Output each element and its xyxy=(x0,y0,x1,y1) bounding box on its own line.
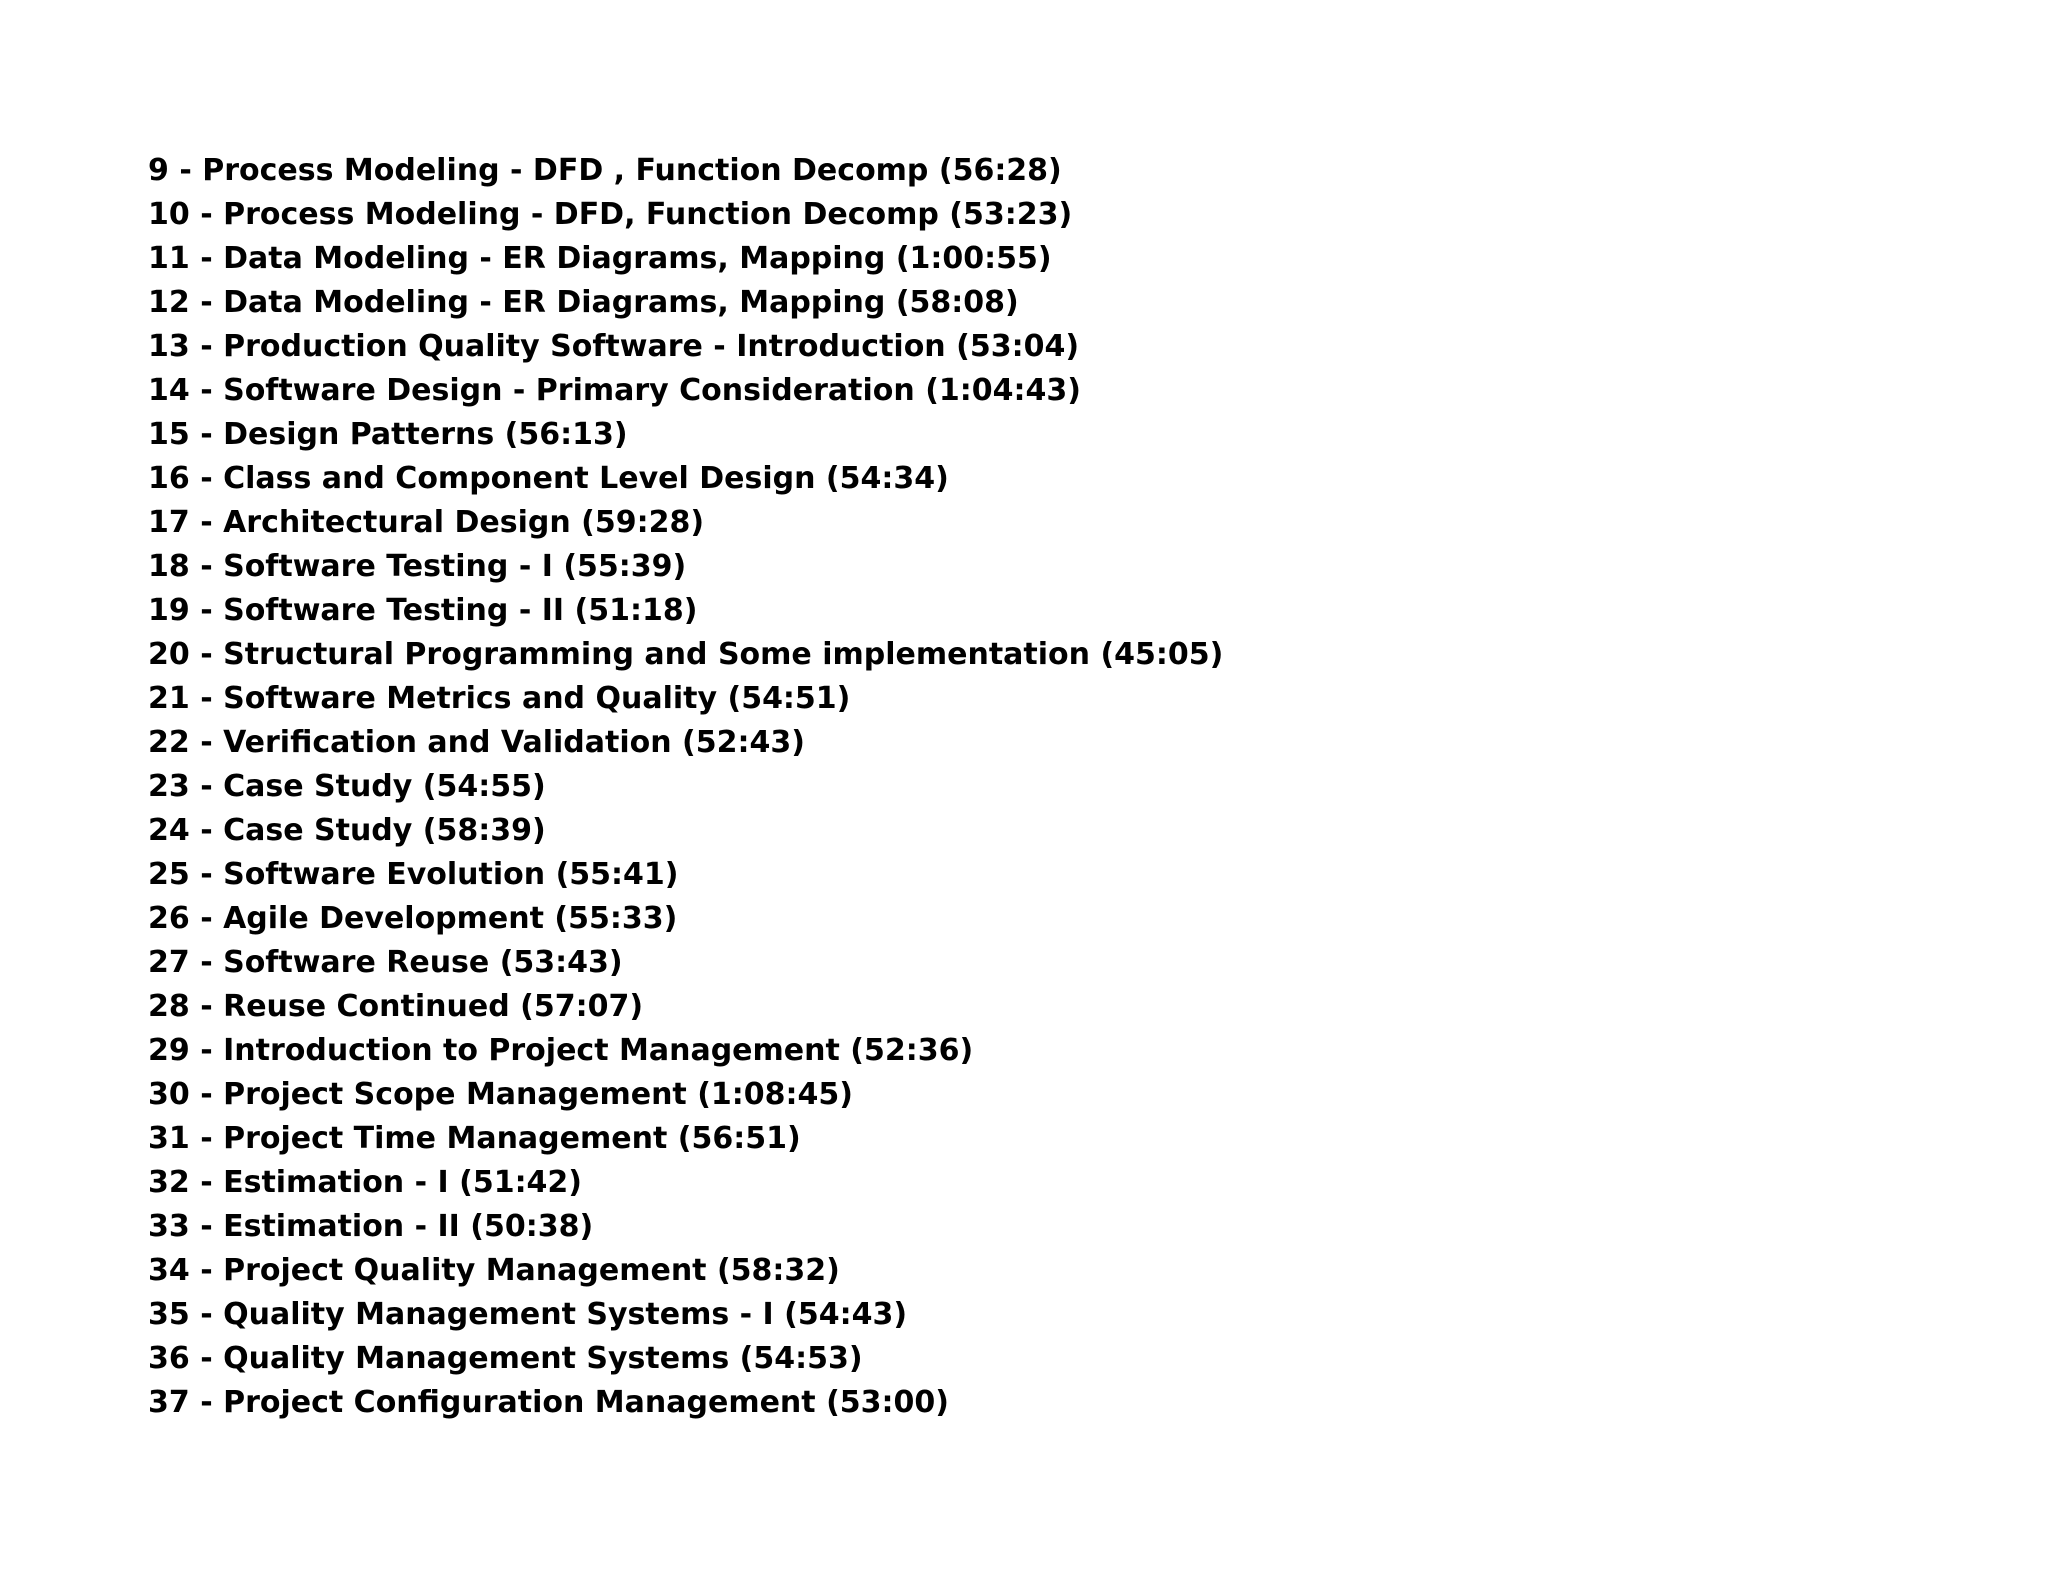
lecture-item: 25 - Software Evolution (55:41) xyxy=(148,857,679,892)
lecture-item: 37 - Project Configuration Management (53:00) xyxy=(148,1385,949,1420)
lecture-item: 24 - Case Study (58:39) xyxy=(148,813,546,848)
lecture-item: 19 - Software Testing - II (51:18) xyxy=(148,593,698,628)
lecture-item: 12 - Data Modeling - ER Diagrams, Mapping (58:08) xyxy=(148,285,1019,320)
lecture-item: 15 - Design Patterns (56:13) xyxy=(148,417,628,452)
lecture-item: 34 - Project Quality Management (58:32) xyxy=(148,1253,840,1288)
lecture-item: 26 - Agile Development (55:33) xyxy=(148,901,678,936)
lecture-item: 36 - Quality Management Systems (54:53) xyxy=(148,1341,863,1376)
lecture-item: 20 - Structural Programming and Some implementation (45:05) xyxy=(148,637,1224,672)
lecture-item: 32 - Estimation - I (51:42) xyxy=(148,1165,583,1200)
lecture-item: 18 - Software Testing - I (55:39) xyxy=(148,549,687,584)
lecture-item: 11 - Data Modeling - ER Diagrams, Mapping (1:00:55) xyxy=(148,241,1052,276)
lecture-item: 16 - Class and Component Level Design (54:34) xyxy=(148,461,949,496)
lecture-item: 28 - Reuse Continued (57:07) xyxy=(148,989,644,1024)
lecture-item: 29 - Introduction to Project Management (52:36) xyxy=(148,1033,974,1068)
lecture-item: 9 - Process Modeling - DFD , Function Decomp (56:28) xyxy=(148,153,1062,188)
lecture-item: 23 - Case Study (54:55) xyxy=(148,769,546,804)
lecture-item: 10 - Process Modeling - DFD, Function Decomp (53:23) xyxy=(148,197,1073,232)
lecture-item: 35 - Quality Management Systems - I (54:43) xyxy=(148,1297,908,1332)
lecture-item: 33 - Estimation - II (50:38) xyxy=(148,1209,594,1244)
lecture-item: 13 - Production Quality Software - Introduction (53:04) xyxy=(148,329,1080,364)
lecture-item: 21 - Software Metrics and Quality (54:51) xyxy=(148,681,851,716)
lecture-item: 22 - Verification and Validation (52:43) xyxy=(148,725,805,760)
lecture-item: 17 - Architectural Design (59:28) xyxy=(148,505,705,540)
lecture-item: 27 - Software Reuse (53:43) xyxy=(148,945,623,980)
lecture-item: 30 - Project Scope Management (1:08:45) xyxy=(148,1077,853,1112)
lecture-item: 14 - Software Design - Primary Consideration (1:04:43) xyxy=(148,373,1081,408)
lecture-item: 31 - Project Time Management (56:51) xyxy=(148,1121,801,1156)
lecture-list xyxy=(148,149,1223,1425)
